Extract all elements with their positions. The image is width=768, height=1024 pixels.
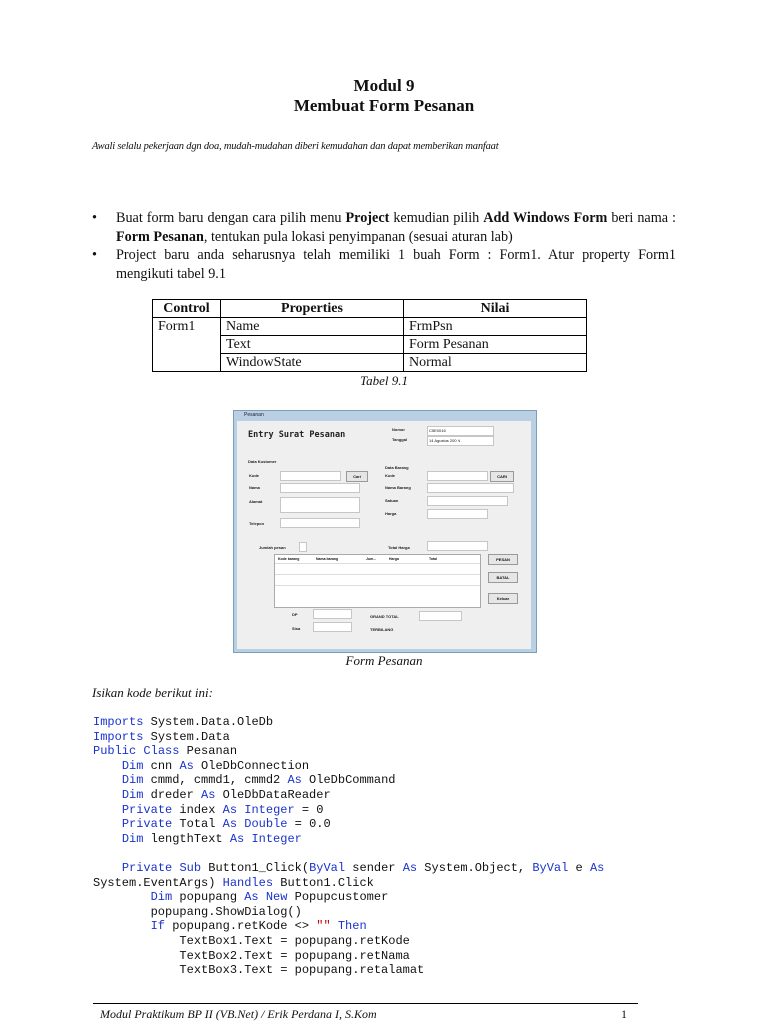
property-table	[152, 299, 587, 372]
nomor-label: Nomor	[392, 427, 405, 432]
page-number: 1	[621, 1007, 627, 1021]
code-text: Pesanan	[179, 744, 238, 759]
code-text: OleDbCommand	[301, 773, 396, 788]
jumlah-pesan-label: Jumlah pesan	[259, 545, 286, 550]
kode-barang-label: Kode	[385, 473, 395, 478]
table-caption: Tabel 9.1	[360, 373, 408, 388]
code-keyword: As	[244, 890, 259, 905]
code-text: TextBox3.Text = popupang.retalamat	[93, 963, 425, 978]
text-bold: Form Pesanan	[116, 228, 204, 245]
satuan-label: Satuan	[385, 498, 399, 503]
code-line	[93, 788, 331, 802]
code-text: Button1_Click(	[201, 860, 310, 875]
cell	[153, 354, 221, 372]
code-line	[93, 876, 374, 890]
code-line	[93, 861, 604, 875]
code-line	[93, 934, 410, 948]
code-keyword: As	[589, 860, 605, 875]
code-text	[93, 890, 151, 904]
text: kemudian pilih	[389, 210, 484, 226]
code-intro: Isikan kode berikut ini:	[92, 685, 213, 700]
text-bold: Add Windows Form	[483, 210, 608, 226]
code-text	[93, 788, 122, 802]
nama-barang-field	[427, 483, 514, 493]
code-text: cmmd, cmmd1, cmmd2	[143, 773, 288, 788]
grid-col: Nama barang	[316, 557, 339, 561]
grand-total-field	[419, 611, 462, 621]
satuan-field	[427, 496, 508, 506]
text-bold: Project	[345, 210, 390, 226]
code-text	[93, 832, 122, 846]
sisa-label: Sisa	[292, 626, 301, 631]
data-barang-label: Data Barang	[385, 465, 409, 470]
pesan-button: PESAN	[488, 554, 518, 565]
form-client-area	[237, 421, 531, 649]
code-keyword: Dim	[121, 773, 144, 788]
nama-label: Nama	[249, 485, 260, 490]
code-keyword: If	[150, 919, 166, 934]
code-keyword: Dim	[121, 831, 144, 846]
code-line	[93, 817, 331, 831]
table-row	[153, 336, 587, 354]
code-line	[93, 905, 302, 919]
code-keyword: As	[229, 831, 245, 846]
total-harga-field	[427, 541, 488, 551]
grid-col: Jum...	[366, 557, 377, 561]
nama-field	[280, 483, 360, 493]
code-line	[93, 890, 388, 904]
code-text: OleDbDataReader	[215, 787, 331, 802]
code-text: System.EventArgs)	[93, 875, 223, 890]
table-row	[153, 354, 587, 372]
cari-button: Cari	[346, 471, 368, 482]
cari-barang-button: CARI	[490, 471, 514, 482]
grid-header	[275, 555, 480, 564]
cell: FrmPsn	[404, 318, 587, 336]
instruction-item	[92, 246, 676, 283]
kode-barang-field	[427, 471, 488, 481]
dp-field	[313, 609, 352, 619]
code-keyword: Private	[121, 802, 173, 817]
batal-button: BATAL	[488, 572, 518, 583]
code-text	[259, 890, 266, 904]
code-text: Total	[172, 817, 223, 832]
text: Buat form baru dengan cara pilih menu	[116, 210, 346, 226]
cell: Form1	[153, 318, 221, 336]
code-text	[93, 919, 151, 933]
opening-quote: Awali selalu pekerjaan dgn doa, mudah-mudahan diberi kemudahan dan dapat memberikan manfaat	[92, 141, 499, 152]
code-line	[93, 949, 410, 963]
code-text: sender	[345, 860, 403, 875]
tanggal-label: Tanggal	[392, 437, 408, 442]
code-line	[93, 832, 302, 846]
tanggal-picker: 14 Agustus 200 ∨	[427, 436, 494, 446]
nama-barang-label: Nama Barang	[385, 485, 411, 490]
code-keyword: Imports	[93, 715, 144, 729]
code-keyword: Integer	[251, 831, 302, 846]
grid-col: Total	[429, 557, 438, 561]
harga-field	[427, 509, 488, 519]
alamat-label: Alamat	[249, 499, 263, 504]
code-keyword: As	[402, 860, 418, 875]
code-keyword: ByVal	[532, 860, 569, 875]
code-text: popupang	[172, 890, 245, 905]
code-keyword: Integer	[244, 802, 295, 817]
code-line	[93, 730, 230, 744]
grid-row-line	[275, 574, 480, 575]
code-text	[93, 817, 122, 831]
code-keyword: Class	[143, 744, 180, 759]
alamat-field	[280, 497, 360, 513]
col-header: Nilai	[404, 300, 587, 318]
instruction-list	[92, 209, 676, 283]
code-keyword: Imports	[93, 729, 144, 744]
cell: Text	[221, 336, 404, 354]
code-keyword: Dim	[121, 787, 144, 802]
form-screenshot	[233, 410, 537, 653]
col-header: Control	[153, 300, 221, 318]
table-row	[153, 318, 587, 336]
code-keyword: Handles	[222, 875, 274, 890]
code-text: TextBox1.Text = popupang.retKode	[93, 933, 410, 948]
code-text: System.Object,	[417, 860, 533, 875]
code-keyword: As	[287, 773, 302, 788]
code-text: TextBox2.Text = popupang.retNama	[93, 948, 410, 963]
code-block	[93, 715, 604, 978]
code-string: ""	[316, 919, 331, 934]
code-text: e	[568, 860, 590, 875]
code-text: cnn	[143, 758, 180, 773]
cell: WindowState	[221, 354, 404, 372]
code-keyword: Dim	[150, 890, 173, 905]
footer-divider	[93, 1003, 638, 1004]
code-keyword: ByVal	[309, 860, 346, 875]
total-harga-label: Total Harga	[388, 545, 410, 550]
code-text	[93, 759, 122, 773]
code-keyword: Then	[337, 919, 367, 934]
code-text: Popupcustomer	[287, 890, 389, 905]
code-text: Button1.Click	[273, 875, 374, 890]
code-keyword: Private	[121, 860, 173, 875]
instruction-item	[92, 209, 676, 246]
code-text: popupang.retKode <>	[165, 919, 317, 934]
code-text: lengthText	[143, 831, 230, 846]
code-line	[93, 744, 237, 758]
window-title: Pesanan	[244, 412, 264, 418]
form-heading: Entry Surat Pesanan	[248, 430, 346, 440]
text: beri nama :	[607, 210, 676, 226]
code-text	[93, 773, 122, 787]
code-text	[93, 803, 122, 817]
code-text: System.Data	[143, 729, 230, 744]
nomor-field: C5E0016	[427, 426, 494, 436]
form-caption: Form Pesanan	[345, 653, 423, 668]
code-text: = 0	[294, 802, 324, 817]
code-keyword: Private	[121, 817, 173, 832]
telepon-field	[280, 518, 360, 528]
cell: Form Pesanan	[404, 336, 587, 354]
code-line	[93, 919, 367, 933]
keluar-button: Keluar	[488, 593, 518, 604]
code-keyword: Dim	[121, 758, 144, 773]
code-text: System.Data.OleDb	[143, 715, 274, 729]
code-text: index	[172, 802, 223, 817]
harga-label: Harga	[385, 511, 397, 516]
code-keyword: New	[265, 890, 288, 905]
module-title: Modul 9	[353, 76, 415, 95]
code-keyword: Public	[93, 744, 137, 759]
grid-row-line	[275, 585, 480, 586]
code-text: dreder	[143, 787, 202, 802]
text: Project baru anda seharusnya telah memiliki 1 buah Form : Form1. Atur property Form1 mengikuti tabel 9.1	[116, 247, 676, 282]
cell: Name	[221, 318, 404, 336]
dp-label: DP	[292, 612, 298, 617]
code-line	[93, 715, 273, 729]
code-keyword: As	[201, 787, 216, 802]
module-subtitle: Membuat Form Pesanan	[293, 96, 475, 115]
data-customer-label: Data Kustomer	[248, 459, 277, 464]
jumlah-pesan-field	[299, 542, 307, 552]
code-text: popupang.ShowDialog()	[93, 904, 302, 919]
text: , tentukan pula lokasi penyimpanan (sesuai aturan lab)	[203, 228, 513, 245]
code-text	[331, 919, 338, 933]
grid-col: Kode barang	[278, 557, 300, 561]
telepon-label: Telepon	[249, 521, 265, 526]
cell	[153, 336, 221, 354]
terbilang-label: TERBILANG	[370, 627, 394, 632]
footer-text: Modul Praktikum BP II (VB.Net) / Erik Perdana I, S.Kom	[100, 1007, 377, 1021]
kode-field	[280, 471, 341, 481]
code-keyword: As	[222, 802, 238, 817]
code-keyword: As	[222, 817, 238, 832]
code-line	[93, 773, 395, 787]
code-keyword: As	[179, 758, 194, 773]
col-header: Properties	[221, 300, 404, 318]
code-line	[93, 963, 424, 977]
order-grid	[274, 554, 481, 608]
code-keyword: Sub	[179, 860, 202, 875]
code-text	[93, 861, 122, 875]
cell: Normal	[404, 354, 587, 372]
grand-total-label: GRAND TOTAL	[370, 614, 399, 619]
code-line	[93, 803, 324, 817]
code-text: = 0.0	[287, 817, 331, 832]
code-text: OleDbConnection	[193, 758, 310, 773]
sisa-field	[313, 622, 352, 632]
code-keyword: Double	[244, 817, 288, 832]
kode-label: Kode	[249, 473, 259, 478]
grid-col: Harga	[389, 557, 399, 561]
code-line	[93, 759, 309, 773]
